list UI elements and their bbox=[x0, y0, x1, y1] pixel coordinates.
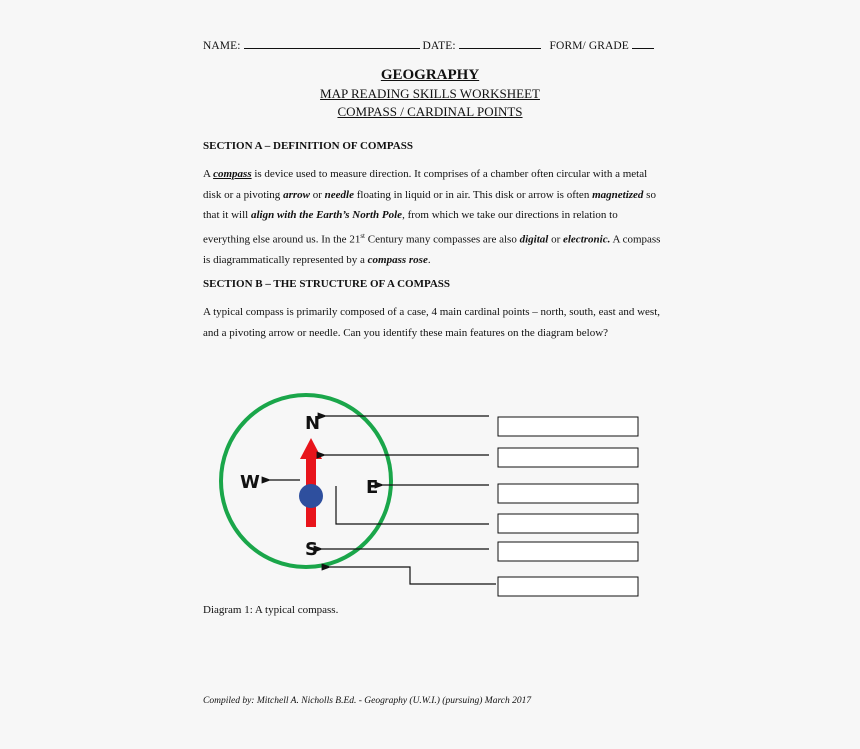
text-run: is device used to measure direction. It comprises of a chamber often circular with a metal disk or a pivoting bbox=[203, 168, 648, 201]
needle-arrowhead bbox=[300, 438, 322, 459]
answer-box-5[interactable] bbox=[498, 542, 638, 561]
date-label: DATE: bbox=[422, 40, 456, 52]
leader-needle bbox=[336, 486, 489, 524]
leader-case bbox=[330, 567, 496, 584]
term-needle: needle bbox=[324, 188, 354, 201]
term-digital: digital bbox=[519, 233, 549, 246]
answer-box-4[interactable] bbox=[498, 514, 638, 533]
answer-box-6[interactable] bbox=[498, 577, 638, 596]
term-electronic: electronic. bbox=[562, 233, 611, 246]
west-label: W bbox=[240, 472, 260, 493]
answer-box-1[interactable] bbox=[498, 417, 638, 436]
name-label: NAME: bbox=[203, 40, 241, 52]
east-label: E bbox=[366, 477, 379, 498]
text-run: so that it will bbox=[203, 188, 656, 221]
term-magnetized: magnetized bbox=[592, 188, 644, 201]
section-b-heading: SECTION B – THE STRUCTURE OF A COMPASS bbox=[203, 278, 451, 290]
answer-box-2[interactable] bbox=[498, 448, 638, 467]
term-compass: compass bbox=[213, 168, 252, 180]
text-run: A compass is diagrammatically represented by a bbox=[203, 233, 661, 266]
topic-title: COMPASS / CARDINAL POINTS bbox=[337, 104, 523, 119]
section-a-heading: SECTION A – DEFINITION OF COMPASS bbox=[203, 140, 413, 152]
south-label: S bbox=[305, 539, 318, 560]
text-run: . bbox=[427, 253, 431, 266]
north-label: N bbox=[305, 413, 321, 434]
term-compass-rose: compass rose bbox=[367, 253, 428, 266]
subject-title: GEOGRAPHY bbox=[380, 67, 480, 83]
form-grade-label: FORM/ GRADE bbox=[549, 40, 629, 52]
diagram-caption: Diagram 1: A typical compass. bbox=[203, 604, 339, 616]
text-run: or bbox=[548, 233, 563, 246]
answer-box-3[interactable] bbox=[498, 484, 638, 503]
text-run: Century many compasses are also bbox=[365, 233, 520, 246]
text-run: , from which we take our directions in relation to everything else around us. In the 21 bbox=[203, 209, 618, 246]
needle-pivot bbox=[299, 484, 323, 508]
text-run: floating in liquid or in air. This disk or arrow is often bbox=[353, 188, 593, 201]
text-run: A bbox=[203, 168, 214, 180]
term-arrow: arrow bbox=[283, 188, 310, 201]
term-align: align with the Earth’s North Pole bbox=[250, 209, 403, 221]
footer-credit: Compiled by: Mitchell A. Nicholls B.Ed. - Geography (U.W.I.) (pursuing) March 2017 bbox=[203, 696, 532, 706]
text-run: or bbox=[309, 188, 325, 201]
superscript-st: st bbox=[360, 231, 365, 240]
section-b-paragraph: A typical compass is primarily composed of a case, 4 main cardinal points – north, south, east and west, and a pivoting arrow or needle. Can you identify these main features on the diagram below? bbox=[203, 306, 661, 339]
worksheet-title: MAP READING SKILLS WORKSHEET bbox=[320, 86, 540, 101]
